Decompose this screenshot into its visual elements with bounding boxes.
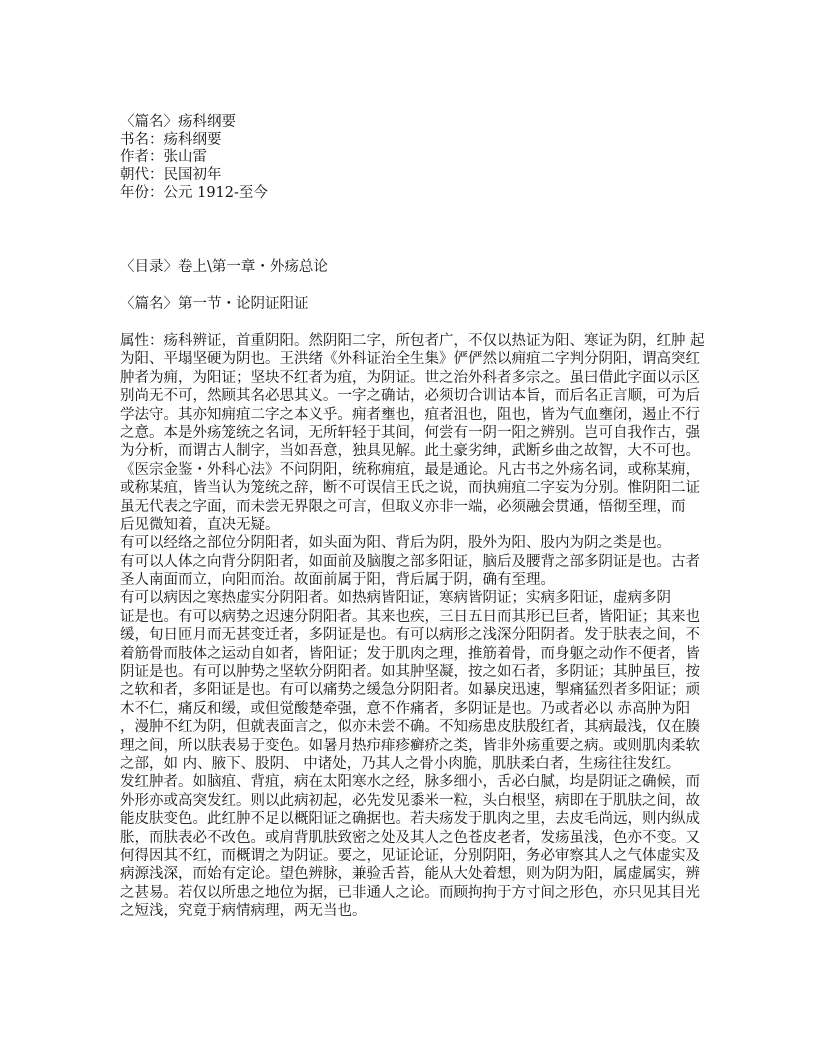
text-line: 后见微知着，直决无疑。: [120, 516, 280, 533]
metadata-line: 年份：公元 1912-至今: [120, 184, 268, 201]
text-line: 别尚无不可，然顾其名必思其义。一字之确诂，必须切合训诂本旨，而后名正言顺，可为后: [120, 388, 700, 405]
section-heading: [120, 296, 309, 314]
metadata-line: 〈篇名〉疡科纲要: [120, 114, 236, 130]
text-line: 着筋骨而肢体之运动自如者，皆阳证；发于肌肉之理，推筋着骨，而身躯之动作不便者，皆: [120, 645, 700, 662]
text-line: 外形亦或高突发红。则以此病初起，必先发见黍米一粒，头白根坚，病即在于肌肤之间，故: [120, 792, 700, 809]
text-line: 之短浅，究竟于病情病理，两无当也。: [120, 903, 367, 920]
text-line: 理之间，所以肤表易于变色。如暑月热疖痱疹癣疥之类，皆非外疡重要之病。或则肌肉柔软: [120, 737, 700, 754]
metadata-line: 书名：疡科纲要: [120, 131, 222, 148]
text-line: 圣人南面而立，向阳而治。故面前属于阳，背后属于阴，确有至理。: [120, 572, 555, 589]
text-line: 能皮肤变色。此红肿不足以概阳证之确据也。若夫疡发于肌肉之里，去皮毛尚远，则内纵成: [120, 811, 700, 828]
text-line: 木不仁，痛反和缓，或但觉酸楚牵强，意不作痛者，多阴证是也。乃或者必以 赤高肿为阳: [120, 700, 691, 717]
text-line: 有可以人体之向背分阴阳者，如面前及脑腹之部多阳证，脑后及腰背之部多阴证是也。古者: [120, 553, 700, 570]
text-line: 发红肿者。如脑疽、背疽，病在太阳寒水之经，脉多细小，舌必白腻，均是阴证之确候，而: [120, 774, 700, 791]
text-line: 之意。本是外疡笼统之名词，无所轩轻于其间，何尝有一阴一阳之辨别。岂可自我作古，强: [120, 424, 700, 441]
text-line: 缓，旬日匝月而无甚变迁者，多阴证是也。有可以病形之浅深分阳阴者。发于肤表之间，不: [120, 627, 700, 644]
text-line: 为分析，而谓古人制字，当如吾意，独具见解。此土豪劣绅，武断乡曲之故智，大不可也。: [120, 443, 700, 460]
document-metadata: [120, 114, 268, 202]
text-line: 胀，而肤表必不改色。或肩背肌肤致密之处及其人之色苍皮老者，发疡虽浅，色亦不变。又: [120, 829, 700, 846]
text-line: 病源浅深，而始有定论。望色辨脉，兼验舌苔，能从大处着想，则为阴为阳，属虚属实，辨: [120, 866, 700, 883]
text-line: 为阳、平塌坚硬为阴也。王洪绪《外科证治全生集》俨俨然以痈疽二字判分阴阳，谓高突红: [120, 351, 700, 368]
section-title: 〈篇名〉第一节・论阴证阳证: [120, 296, 309, 312]
text-line: 证是也。有可以病势之迟速分阴阳者。其来也疾，三日五日而其形已巨者，皆阳证；其来也: [120, 608, 700, 625]
text-line: 虽无代表之字面，而未尝无界限之可言，但取义亦非一端，必须融会贯通，悟彻至理，而: [120, 498, 686, 515]
body-text: [120, 332, 705, 921]
text-line: 属性：疡科辨证，首重阴阳。然阴阳二字，所包者广，不仅以热证为阳、寒证为阴，红肿 起: [120, 333, 705, 349]
metadata-line: 朝代：民国初年: [120, 167, 222, 184]
text-line: 之部，如 内、腋下、股阴、 中诸处，乃其人之骨小肉脆，肌肤柔白者，生疡往往发红。: [120, 755, 681, 772]
text-line: 之甚易。若仅以所患之地位为据，已非通人之论。而顾拘拘于方寸间之形色，亦只见其目光: [120, 884, 700, 901]
text-line: 阴证是也。有可以肿势之坚软分阴阳者。如其肿坚凝，按之如石者，多阴证；其肿虽巨，按: [120, 664, 700, 681]
text-line: 之软和者，多阳证是也。有可以痛势之缓急分阴阳者。如暴戾迅速，掣痛猛烈者多阳证；顽: [120, 682, 700, 699]
text-line: ，漫肿不红为阴，但就表面言之，似亦未尝不确。不知疡患皮肤殷红者，其病最浅，仅在腠: [120, 719, 700, 736]
text-line: 学法守。其亦知痈疽二字之本义乎。痈者壅也，疽者沮也，阻也，皆为气血壅闭，遏止不行: [120, 406, 700, 423]
text-line: 肿者为痈，为阳证；坚块不红者为疽，为阴证。世之治外科者多宗之。虽曰借此字面以示区: [120, 369, 700, 386]
text-line: 或称某疽，皆当认为笼统之辞，断不可误信王氏之说，而执痈疽二字妄为分别。惟阴阳二证: [120, 480, 700, 497]
metadata-line: 作者：张山雷: [120, 149, 207, 166]
table-of-contents-line: [120, 259, 328, 277]
text-line: 有可以病因之寒热虚实分阴阳者。如热病皆阳证，寒病皆阴证；实病多阳证，虚病多阴: [120, 590, 671, 607]
text-line: 有可以经络之部位分阴阳者，如头面为阳、背后为阴，股外为阳、股内为阴之类是也。: [120, 535, 671, 552]
text-line: 何得因其不红，而概谓之为阴证。要之，见证论证，分别阴阳，务必审察其人之气体虚实及: [120, 847, 700, 864]
text-line: 《医宗金鉴・外科心法》不问阴阳，统称痈疽，最是通论。凡古书之外疡名词，或称某痈，: [120, 461, 700, 478]
toc-path: 〈目录〉卷上\第一章・外疡总论: [120, 259, 328, 275]
